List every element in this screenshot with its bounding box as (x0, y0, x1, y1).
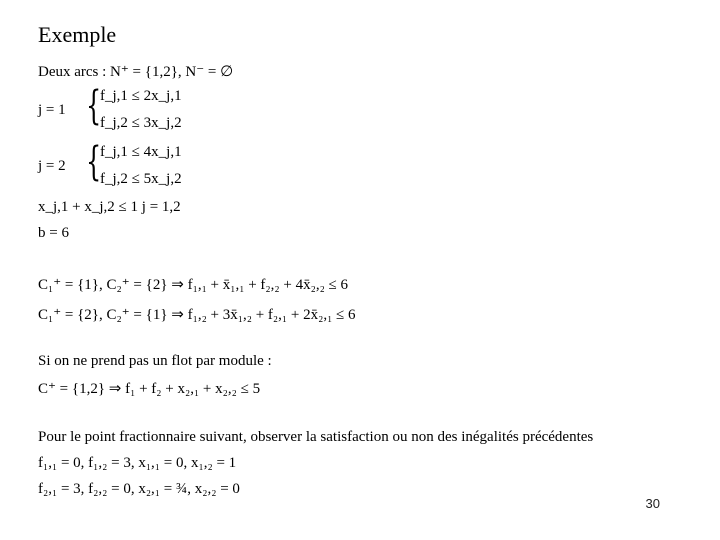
j2-label: j = 2 (38, 158, 66, 174)
b-value: b = 6 (38, 225, 69, 241)
brace-icon: { (86, 139, 102, 185)
j2-constraint-1: f_j,1 ≤ 4x_j,1 (100, 144, 182, 160)
brace-icon: { (86, 83, 102, 129)
page-number: 30 (645, 496, 660, 511)
cut-inequality-1: C₁⁺ = {1}, C₂⁺ = {2} ⇒ f₁,₁ + x̄₁,₁ + f₂,₂ + 4x̄₂,₂ ≤ 6 (38, 277, 349, 293)
arcs-line: Deux arcs : N⁺ = {1,2}, N⁻ = ∅ (38, 64, 234, 80)
instruction-text: Pour le point fractionnaire suivant, observer la satisfaction ou non des inégalités précédentes (38, 429, 594, 445)
j2-constraint-2: f_j,2 ≤ 5x_j,2 (100, 171, 182, 187)
capacity-constraint: x_j,1 + x_j,2 ≤ 1 j = 1,2 (38, 199, 181, 215)
j1-constraint-1: f_j,1 ≤ 2x_j,1 (100, 88, 182, 104)
j1-constraint-2: f_j,2 ≤ 3x_j,2 (100, 115, 182, 131)
intro-text: Si on ne prend pas un flot par module : (38, 353, 272, 369)
point-line-1: f₁,₁ = 0, f₁,₂ = 3, x₁,₁ = 0, x₁,₂ = 1 (38, 455, 237, 471)
slide-title: Exemple (38, 22, 117, 47)
point-line-2: f₂,₁ = 3, f₂,₂ = 0, x₂,₁ = ¾, x₂,₂ = 0 (38, 481, 240, 497)
cut-inequality-2: C₁⁺ = {2}, C₂⁺ = {1} ⇒ f₁,₂ + 3x̄₁,₂ + f₂,₁ + 2x̄₂,₁ ≤ 6 (38, 307, 356, 323)
cut-inequality-3: C⁺ = {1,2} ⇒ f₁ + f₂ + x₂,₁ + x₂,₂ ≤ 5 (38, 381, 261, 397)
j1-label: j = 1 (38, 102, 66, 118)
